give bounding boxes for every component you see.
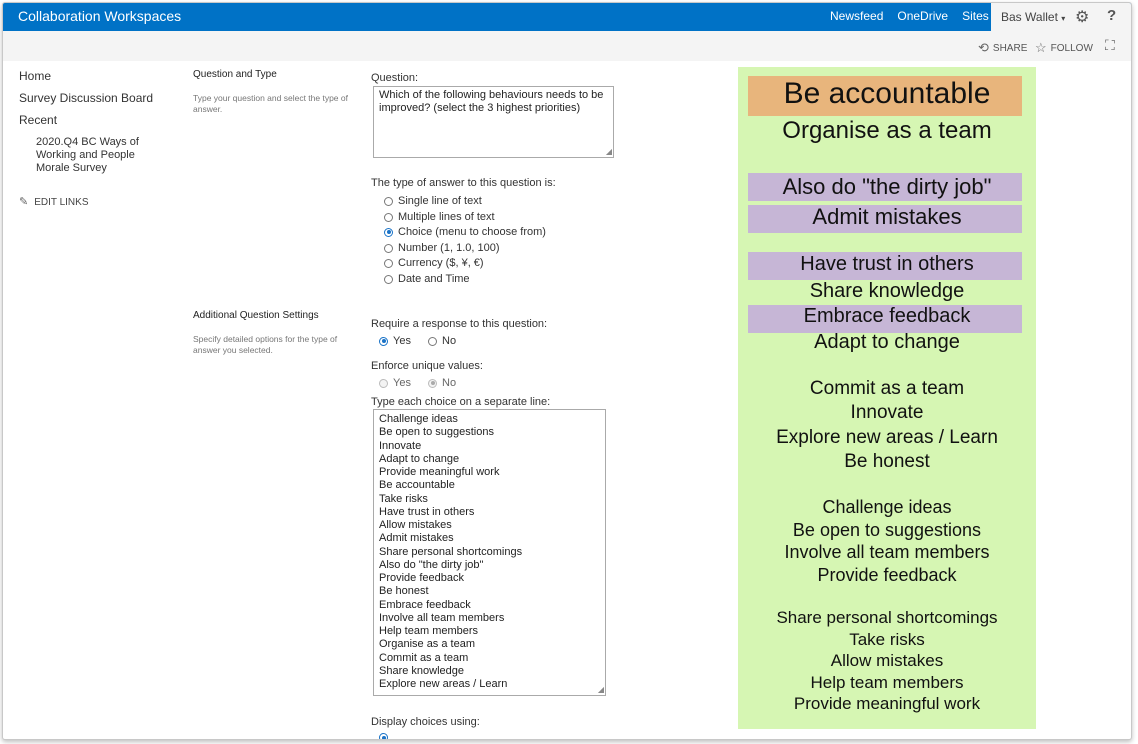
priority-panel	[738, 67, 1036, 729]
answer-type-label: Single line of text	[398, 195, 482, 207]
display-label: Display choices using:	[371, 716, 480, 728]
edit-links-button[interactable]	[19, 195, 89, 208]
user-menu[interactable]	[1001, 10, 1065, 24]
choice-line: Provide feedback	[379, 572, 464, 584]
choices-textarea[interactable]	[373, 409, 606, 696]
choice-line: Be accountable	[379, 479, 455, 492]
answer-type-radio[interactable]	[384, 242, 500, 254]
display-dropdown-radio[interactable]	[379, 733, 393, 740]
answer-type-radio[interactable]	[384, 195, 482, 207]
radio-icon	[384, 244, 393, 253]
choice-line: Help team members	[379, 625, 479, 637]
answer-type-label: Date and Time	[398, 273, 470, 285]
choice-line: Organise as a team	[379, 638, 475, 651]
user-name: Bas Wallet	[1001, 10, 1058, 24]
radio-selected-icon	[379, 733, 388, 740]
onedrive-link[interactable]: OneDrive	[897, 9, 949, 23]
share-button[interactable]	[978, 40, 1027, 56]
priority-item: Help team members	[810, 673, 964, 692]
radio-icon	[428, 337, 437, 346]
choice-line: Adapt to change	[379, 452, 460, 465]
answer-type-label: The type of answer to this question is:	[371, 177, 556, 189]
choice-line: Innovate	[379, 439, 422, 452]
ribbon	[3, 31, 1131, 61]
priority-item: Explore new areas / Learn	[776, 427, 998, 448]
radio-selected-icon	[384, 228, 393, 237]
answer-type-label: Number (1, 1.0, 100)	[398, 242, 500, 254]
choice-line: Embrace feedback	[379, 598, 471, 611]
priority-item: Share personal shortcomings	[776, 608, 998, 627]
priority-item: Challenge ideas	[822, 497, 952, 517]
priority-item: Be honest	[844, 451, 930, 472]
newsfeed-link[interactable]: Newsfeed	[830, 9, 884, 23]
unique-no-radio	[428, 377, 456, 389]
choice-line: Explore new areas / Learn	[379, 678, 508, 690]
pencil-icon: ✎	[19, 196, 29, 208]
priority-item: Commit as a team	[809, 378, 965, 399]
nav-item-recent[interactable]: Recent	[19, 113, 58, 127]
priority-item: Be accountable	[783, 77, 991, 110]
star-icon: ☆	[1035, 40, 1047, 55]
radio-icon	[384, 197, 393, 206]
answer-type-label: Multiple lines of text	[398, 211, 495, 223]
nav-item-home[interactable]: Home	[19, 69, 52, 83]
resize-grip-icon[interactable]: ◢	[605, 147, 612, 156]
section-desc-additional: Specify detailed options for the type of answer you selected.	[193, 334, 338, 355]
radio-icon	[384, 213, 393, 222]
choice-line: Share knowledge	[379, 664, 465, 677]
suite-bar	[3, 3, 1131, 31]
choice-line: Take risks	[379, 492, 428, 505]
radio-icon	[384, 275, 393, 284]
require-yes-radio[interactable]	[379, 335, 411, 347]
question-text: Which of the following behaviours needs to be improved? (select the 3 highest priorities)	[379, 89, 604, 115]
priority-item: Take risks	[849, 630, 925, 649]
priority-item: Have trust in others	[800, 253, 974, 275]
nav-item-survey[interactable]: 2020.Q4 BC Ways of Working and People Morale Survey	[36, 136, 139, 174]
answer-type-radio[interactable]	[384, 273, 470, 285]
priority-item: Also do "the dirty job"	[782, 174, 992, 199]
unique-label: Enforce unique values:	[371, 360, 483, 372]
user-area	[991, 3, 1131, 31]
require-no-label: No	[442, 335, 457, 347]
choice-line: Allow mistakes	[379, 519, 452, 531]
priority-item: Involve all team members	[784, 542, 990, 562]
app-window	[2, 2, 1132, 740]
fullscreen-icon: ⛶	[1105, 37, 1115, 53]
share-label: SHARE	[992, 42, 1028, 54]
question-label: Question:	[371, 72, 419, 84]
priority-item: Provide meaningful work	[793, 694, 981, 713]
unique-yes-radio	[379, 377, 411, 389]
radio-disabled-selected-icon	[428, 379, 437, 388]
focus-button[interactable]	[1105, 37, 1119, 54]
radio-disabled-icon	[379, 379, 388, 388]
choice-line: Involve all team members	[379, 611, 505, 624]
follow-button[interactable]	[1035, 40, 1093, 56]
choice-line: Admit mistakes	[379, 532, 454, 545]
radio-selected-icon	[379, 337, 388, 346]
help-icon[interactable]: ?	[1107, 7, 1117, 24]
gear-icon[interactable]: ⚙	[1075, 9, 1090, 26]
radio-icon	[384, 259, 393, 268]
choice-line: Challenge ideas	[379, 413, 458, 425]
section-title-additional: Additional Question Settings	[193, 310, 319, 321]
resize-grip-icon[interactable]: ◢	[597, 685, 604, 694]
unique-no-label: No	[442, 377, 457, 389]
section-desc-question-type: Type your question and select the type of answer.	[193, 93, 348, 114]
priority-item: Be open to suggestions	[792, 520, 982, 540]
follow-label: FOLLOW	[1050, 42, 1093, 54]
answer-type-radio[interactable]	[384, 226, 546, 238]
require-yes-label: Yes	[393, 335, 411, 347]
answer-type-radio[interactable]	[384, 257, 484, 269]
priority-item: Provide feedback	[817, 565, 957, 585]
choice-line: Have trust in others	[379, 505, 475, 518]
suite-links	[830, 9, 1003, 23]
priority-item: Adapt to change	[814, 331, 960, 353]
priority-item: Allow mistakes	[830, 651, 944, 670]
priority-item: Admit mistakes	[812, 204, 962, 229]
choice-line: Also do "the dirty job"	[379, 558, 484, 571]
sites-link[interactable]: Sites	[962, 9, 989, 23]
choice-line: Share personal shortcomings	[379, 545, 523, 558]
choice-line: Be honest	[379, 585, 429, 598]
choices-label: Type each choice on a separate line:	[371, 396, 551, 408]
chevron-down-icon: ▾	[1061, 14, 1066, 23]
section-title-question-type: Question and Type	[193, 69, 277, 80]
priority-item: Share knowledge	[809, 280, 965, 302]
edit-links-label: EDIT LINKS	[34, 197, 89, 208]
question-textarea[interactable]	[373, 86, 614, 158]
site-title[interactable]: Collaboration Workspaces	[18, 8, 182, 24]
priority-item: Innovate	[850, 402, 924, 423]
nav-item-survey-discussion-board[interactable]: Survey Discussion Board	[19, 91, 154, 105]
priority-item: Organise as a team	[782, 117, 992, 144]
answer-type-label: Currency ($, ¥, €)	[398, 257, 484, 269]
choice-line: Commit as a team	[379, 651, 469, 664]
require-no-radio[interactable]	[428, 335, 456, 347]
unique-yes-label: Yes	[393, 377, 411, 389]
choice-line: Provide meaningful work	[379, 466, 500, 478]
require-label: Require a response to this question:	[371, 318, 548, 330]
choice-line: Be open to suggestions	[379, 426, 494, 439]
answer-type-radio[interactable]	[384, 211, 495, 223]
priority-item: Embrace feedback	[803, 305, 971, 327]
share-icon: ⟲	[978, 40, 989, 55]
answer-type-label: Choice (menu to choose from)	[398, 226, 546, 238]
